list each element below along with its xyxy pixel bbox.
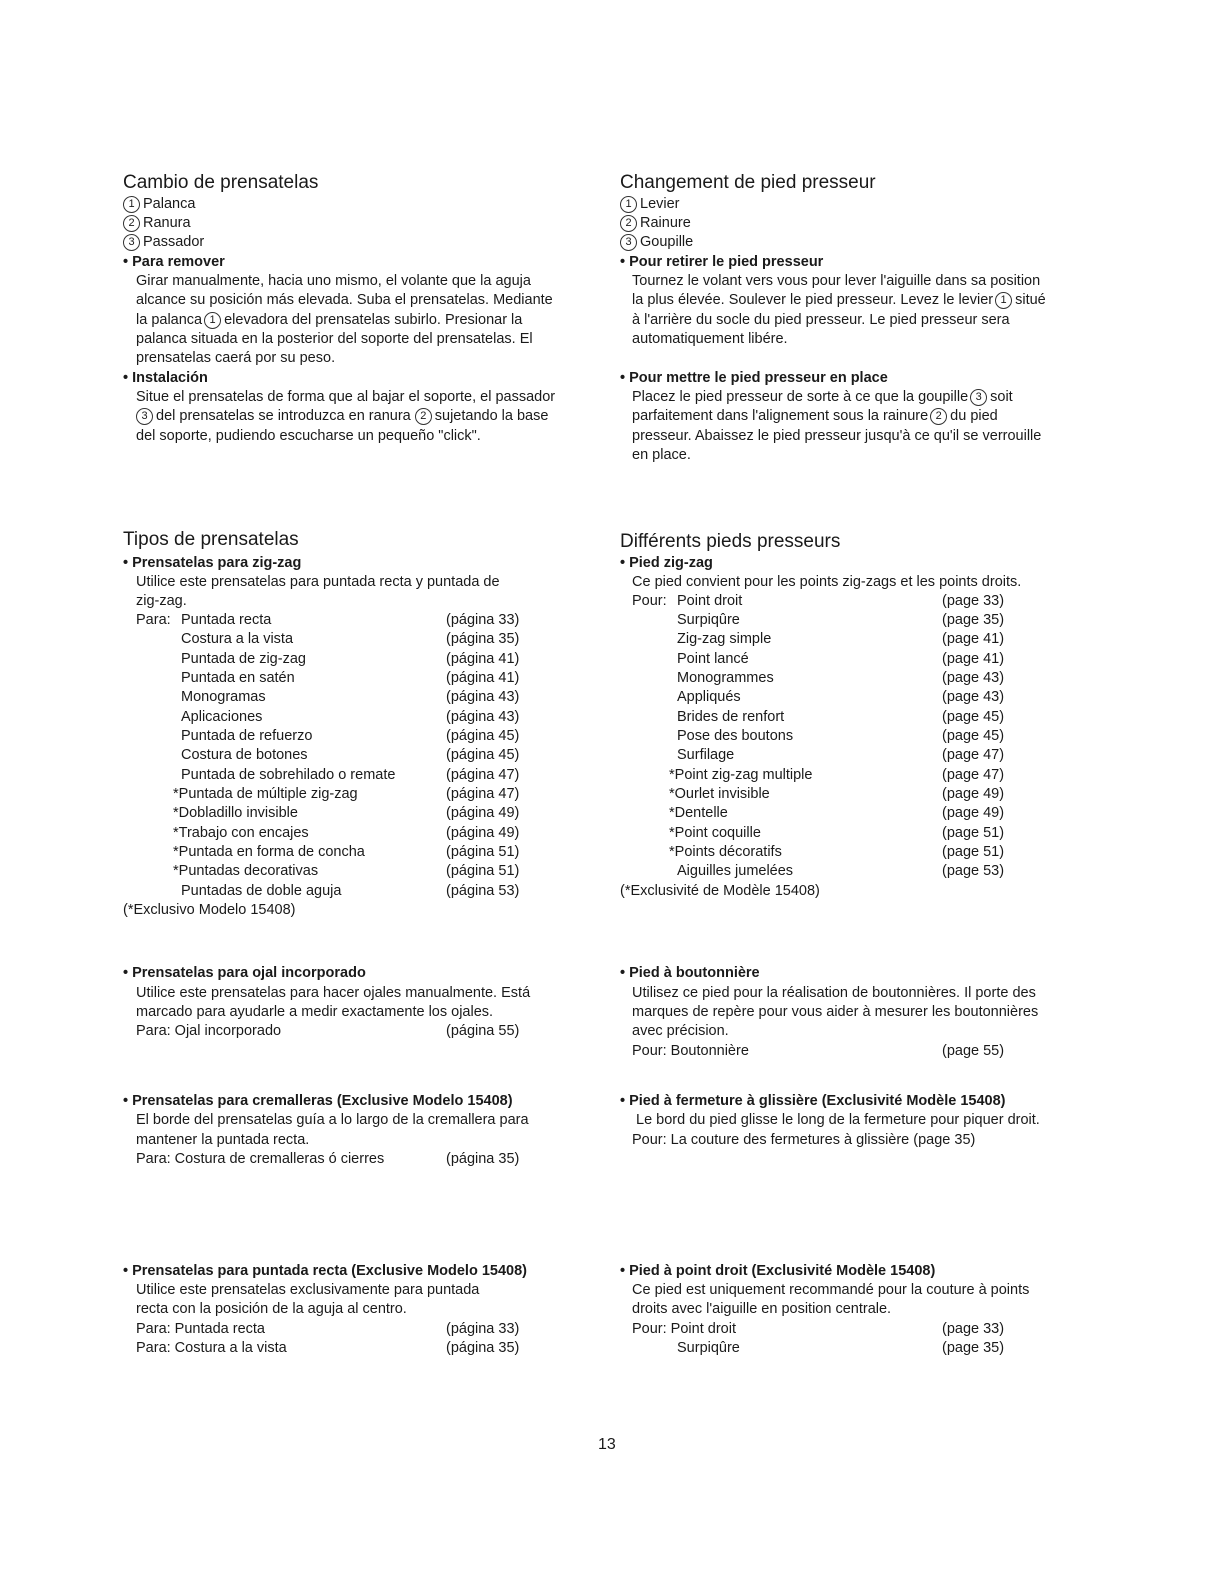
- list-item: Appliqués: [677, 689, 741, 705]
- remove-line: automatiquement libére.: [632, 331, 788, 347]
- page-ref: (page 41): [942, 631, 1005, 647]
- page-ref: (página 35): [446, 1151, 520, 1167]
- ojal-title: • Prensatelas para ojal incorporado: [123, 965, 366, 981]
- remove-line: la palanca 1 elevadora del prensatelas subirlo. Presionar la: [136, 312, 523, 328]
- install-line: Situe el prensatelas de forma que al bajar el soporte, el passador: [136, 389, 556, 405]
- list-item: Pose des boutons: [677, 728, 794, 744]
- bouton-line: avec précision.: [632, 1023, 729, 1039]
- remove-title: • Pour retirer le pied presseur: [620, 254, 824, 270]
- list-item: Puntada en satén: [181, 670, 295, 686]
- remove-line: Girar manualmente, hacia uno mismo, el volante que la aguja: [136, 273, 531, 289]
- section-title-changement: Changement de pied presseur: [620, 172, 876, 193]
- page-ref: (page 43): [942, 689, 1005, 705]
- crem-title: • Prensatelas para cremalleras (Exclusive Modelo 15408): [123, 1093, 513, 1109]
- list-item: Puntada recta: [181, 612, 272, 628]
- bouton-pour: Pour: Boutonnière: [632, 1043, 749, 1059]
- exclusive-note: (*Exclusivo Modelo 15408): [123, 902, 296, 918]
- install-line: parfaitement dans l'alignement sous la rainure 2 du pied: [632, 408, 998, 424]
- remove-line: prensatelas caerá por su peso.: [136, 350, 336, 366]
- page-ref: (página 45): [446, 728, 520, 744]
- page-ref: (página 51): [446, 863, 520, 879]
- page-ref: (page 47): [942, 767, 1005, 783]
- list-item: Puntada de refuerzo: [181, 728, 313, 744]
- page-ref: (page 41): [942, 651, 1005, 667]
- list-item: Aplicaciones: [181, 709, 263, 725]
- bouton-line: marques de repère pour vous aider à mesurer les boutonnières: [632, 1004, 1039, 1020]
- remove-line: alcance su posición más elevada. Suba el prensatelas. Mediante: [136, 292, 553, 308]
- para-label: Para:: [136, 612, 171, 628]
- list-item: Zig-zag simple: [677, 631, 772, 647]
- list-item: Surfilage: [677, 747, 735, 763]
- recta-line: recta con la posición de la aguja al centro.: [136, 1301, 407, 1317]
- remove-line: palanca situada en la posterior del soporte del prensatelas. El: [136, 331, 533, 347]
- list-item: Monogrammes: [677, 670, 774, 686]
- crem-line: mantener la puntada recta.: [136, 1132, 310, 1148]
- ferm-title: • Pied à fermeture à glissière (Exclusivité Modèle 15408): [620, 1093, 1006, 1109]
- page-ref: (página 43): [446, 689, 520, 705]
- page-ref: (página 41): [446, 670, 520, 686]
- page-ref: (page 35): [942, 612, 1005, 628]
- part-3: 3 Passador: [123, 233, 204, 252]
- page-ref: (page 45): [942, 728, 1005, 744]
- list-item: Puntada de sobrehilado o remate: [181, 767, 396, 783]
- remove-line: Tournez le volant vers vous pour lever l'aiguille dans sa position: [632, 273, 1041, 289]
- exclusive-note: (*Exclusivité de Modèle 15408): [620, 883, 820, 899]
- recta-row: Para: Puntada recta: [136, 1321, 265, 1337]
- install-line: presseur. Abaissez le pied presseur jusqu'à ce qu'il se verrouille: [632, 428, 1042, 444]
- install-line: del soporte, pudiendo escucharse un pequeño "click".: [136, 428, 481, 444]
- list-item: Point droit: [677, 593, 743, 609]
- zz-desc: Utilice este prensatelas para puntada recta y puntada de: [136, 574, 500, 590]
- list-item: *Trabajo con encajes: [173, 825, 309, 841]
- droit-line: droits avec l'aiguille en position centrale.: [632, 1301, 892, 1317]
- install-title: • Instalación: [123, 370, 208, 386]
- bouton-title: • Pied à boutonnière: [620, 965, 760, 981]
- list-item: *Points décoratifs: [669, 844, 782, 860]
- droit-title: • Pied à point droit (Exclusivité Modèle 15408): [620, 1263, 936, 1279]
- list-item: Point lancé: [677, 651, 749, 667]
- page-ref: (página 49): [446, 825, 520, 841]
- page-ref: (página 53): [446, 883, 520, 899]
- droit-row: Pour: Point droit: [632, 1321, 736, 1337]
- page-ref: (página 47): [446, 786, 520, 802]
- page-ref: (página 43): [446, 709, 520, 725]
- recta-row: Para: Costura a la vista: [136, 1340, 287, 1356]
- page-ref: (page 33): [942, 593, 1005, 609]
- section-title-tipos: Tipos de prensatelas: [123, 529, 299, 550]
- ferm-line: Le bord du pied glisse le long de la fermeture pour piquer droit.: [636, 1112, 1040, 1128]
- install-line: en place.: [632, 447, 691, 463]
- page-ref: (página 35): [446, 631, 520, 647]
- page-ref: (page 43): [942, 670, 1005, 686]
- list-item: Surpiqûre: [677, 612, 740, 628]
- page-ref: (page 35): [942, 1340, 1005, 1356]
- remove-line: la plus élevée. Soulever le pied presseur. Levez le levier 1 situé: [632, 292, 1046, 308]
- zz-desc: zig-zag.: [136, 593, 187, 609]
- part-2: 2 Rainure: [620, 214, 691, 233]
- list-item: *Point zig-zag multiple: [669, 767, 813, 783]
- recta-title: • Prensatelas para puntada recta (Exclusive Modelo 15408): [123, 1263, 527, 1279]
- part-2: 2 Ranura: [123, 214, 191, 233]
- install-line: 3 del prensatelas se introduzca en ranura 2 sujetando la base: [136, 407, 548, 426]
- part-3: 3 Goupille: [620, 233, 693, 252]
- page-ref: (página 41): [446, 651, 520, 667]
- crem-line: El borde del prensatelas guía a lo largo de la cremallera para: [136, 1112, 529, 1128]
- zz-title: • Prensatelas para zig-zag: [123, 555, 302, 571]
- page-ref: (página 55): [446, 1023, 520, 1039]
- droit-row: Surpiqûre: [677, 1340, 740, 1356]
- install-line: Placez le pied presseur de sorte à ce que la goupille 3 soit: [632, 389, 1013, 405]
- part-1: 1 Levier: [620, 195, 680, 214]
- crem-para: Para: Costura de cremalleras ó cierres: [136, 1151, 385, 1167]
- list-item: *Dentelle: [669, 805, 728, 821]
- remove-title: • Para remover: [123, 254, 225, 270]
- list-item: Costura a la vista: [181, 631, 294, 647]
- page-ref: (página 47): [446, 767, 520, 783]
- list-item: *Point coquille: [669, 825, 761, 841]
- section-title-differents: Différents pieds presseurs: [620, 531, 841, 552]
- list-item: Aiguilles jumelées: [677, 863, 794, 879]
- page-ref: (página 45): [446, 747, 520, 763]
- ferm-line: Pour: La couture des fermetures à glissière (page 35): [632, 1132, 976, 1148]
- bouton-line: Utilisez ce pied pour la réalisation de boutonnières. Il porte des: [632, 985, 1036, 1001]
- list-item: *Dobladillo invisible: [173, 805, 298, 821]
- droit-line: Ce pied est uniquement recommandé pour la couture à points: [632, 1282, 1030, 1298]
- ojal-line: marcado para ayudarle a medir exactamente los ojales.: [136, 1004, 494, 1020]
- list-item: *Puntada en forma de concha: [173, 844, 365, 860]
- page-ref: (page 51): [942, 844, 1005, 860]
- remove-line: à l'arrière du socle du pied presseur. Le pied presseur sera: [632, 312, 1010, 328]
- page-ref: (page 55): [942, 1043, 1005, 1059]
- page-ref: (page 47): [942, 747, 1005, 763]
- page-ref: (page 49): [942, 786, 1005, 802]
- list-item: *Ourlet invisible: [669, 786, 770, 802]
- pour-label: Pour:: [632, 593, 667, 609]
- zz-title: • Pied zig-zag: [620, 555, 713, 571]
- ojal-line: Utilice este prensatelas para hacer ojales manualmente. Está: [136, 985, 531, 1001]
- list-item: *Puntada de múltiple zig-zag: [173, 786, 358, 802]
- page-number: 13: [598, 1436, 616, 1453]
- list-item: *Puntadas decorativas: [173, 863, 319, 879]
- ojal-para: Para: Ojal incorporado: [136, 1023, 282, 1039]
- list-item: Brides de renfort: [677, 709, 785, 725]
- recta-line: Utilice este prensatelas exclusivamente para puntada: [136, 1282, 480, 1298]
- section-title-cambio: Cambio de prensatelas: [123, 172, 319, 193]
- list-item: Puntada de zig-zag: [181, 651, 306, 667]
- list-item: Costura de botones: [181, 747, 308, 763]
- page-ref: (página 35): [446, 1340, 520, 1356]
- page-ref: (página 49): [446, 805, 520, 821]
- page-ref: (página 33): [446, 1321, 520, 1337]
- list-item: Puntadas de doble aguja: [181, 883, 342, 899]
- zz-desc: Ce pied convient pour les points zig-zags et les points droits.: [632, 574, 1022, 590]
- page-ref: (página 51): [446, 844, 520, 860]
- part-1: 1 Palanca: [123, 195, 195, 214]
- list-item: Monogramas: [181, 689, 266, 705]
- page-ref: (page 49): [942, 805, 1005, 821]
- page-ref: (page 53): [942, 863, 1005, 879]
- page-ref: (page 33): [942, 1321, 1005, 1337]
- page-ref: (page 45): [942, 709, 1005, 725]
- install-title: • Pour mettre le pied presseur en place: [620, 370, 888, 386]
- page-ref: (page 51): [942, 825, 1005, 841]
- page-ref: (página 33): [446, 612, 520, 628]
